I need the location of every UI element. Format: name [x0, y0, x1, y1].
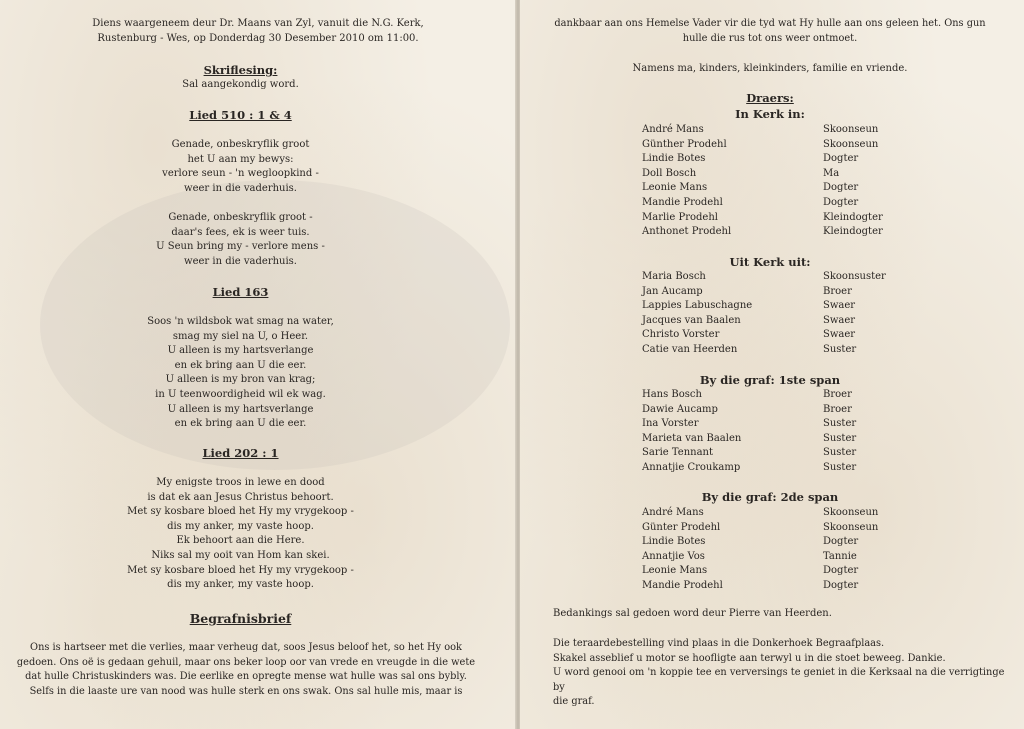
lied-202-verse: [0, 476, 481, 593]
draer-relation: Skoonseun: [823, 521, 879, 533]
draer-name: André Mans: [642, 124, 704, 135]
verse-line: Genade, onbeskryflik groot -: [168, 212, 313, 223]
thanks-line: Bedankings sal gedoen word deur Pierre van Heerden.: [553, 608, 832, 619]
draer-name: Lindie Botes: [642, 153, 706, 165]
draer-name: Mandie Prodehl: [642, 579, 723, 591]
verse-line: daar's fees, ek is weer tuis.: [171, 226, 310, 238]
draer-row: [642, 225, 942, 240]
draer-name: Anthonet Prodehl: [642, 226, 732, 238]
lied-510-verse-1: [0, 138, 481, 196]
lied-163-verse: [0, 315, 481, 432]
draer-row: [642, 446, 942, 461]
draers-list-graf-2: [642, 506, 942, 594]
continuation-line-2: hulle die rus tot ons weer ontmoet.: [682, 33, 858, 44]
draer-row: [642, 167, 942, 182]
draer-relation: Skoonseun: [823, 124, 879, 135]
verse-line: Met sy kosbare bloed het Hy my vrygekoop -: [127, 506, 354, 518]
draer-relation: Swaer: [823, 329, 856, 341]
paragraph-line: dat hulle Christuskinders was. Die eerlike en opregte mense wat hulle was sal ons bybly.: [25, 671, 467, 683]
verse-line: is dat ek aan Jesus Christus behoort.: [147, 491, 334, 503]
group-title-graf-1ste-span: By die graf: 1ste span: [699, 373, 841, 387]
draer-row: [642, 285, 942, 300]
draer-name: Lindie Botes: [642, 536, 706, 548]
verse-line: U alleen is my hartsverlange: [167, 345, 314, 357]
lied-510-verse-2: [0, 211, 481, 269]
draers-heading: Draers:: [746, 91, 794, 105]
draer-name: Jan Aucamp: [642, 285, 703, 297]
draer-row: [642, 506, 942, 521]
draer-name: Hans Bosch: [642, 389, 702, 400]
verse-line: Ek behoort aan die Here.: [176, 535, 305, 547]
closing-line: Die teraardebestelling vind plaas in die Donkerhoek Begraafplaas.: [553, 638, 885, 649]
group-title-graf-2de-span: By die graf: 2de span: [701, 490, 839, 504]
draer-name: Mandie Prodehl: [642, 196, 723, 208]
draer-name: Günther Prodehl: [642, 138, 727, 150]
skriflesing-heading: Skriflesing:: [203, 63, 278, 77]
draer-row: [642, 211, 942, 226]
draer-name: Günter Prodehl: [642, 521, 721, 533]
draer-name: Maria Bosch: [642, 271, 706, 282]
verse-line: en ek bring aan U die eer.: [174, 359, 307, 371]
draer-name: Annatjie Croukamp: [642, 461, 741, 473]
draer-row: [642, 314, 942, 329]
intro-line-2: Rustenburg - Wes, op Donderdag 30 Desember 2010 om 11:00.: [97, 33, 419, 44]
verse-line: het U aan my bewys:: [187, 153, 294, 165]
draer-row: [642, 564, 942, 579]
closing-line: U word genooi om 'n koppie tee en verversings te geniet in die Kerksaal na die verrigtinge by: [553, 667, 1005, 693]
verse-line: smag my siel na U, o Heer.: [172, 330, 309, 342]
lied-510-heading: Lied 510 : 1 & 4: [189, 108, 292, 122]
draers-list-uit-kerk: [642, 270, 942, 358]
draer-row: [642, 432, 942, 447]
paragraph-line: gedoen. Ons oë is gedaan gehuil, maar ons beker loop oor van vrede en vreugde in die wete: [16, 656, 476, 668]
draer-relation: Suster: [823, 343, 857, 355]
verse-line: Genade, onbeskryflik groot: [171, 139, 310, 150]
draer-relation: Dogter: [823, 565, 859, 577]
draer-relation: Kleindogter: [823, 226, 883, 238]
draer-name: Jacques van Baalen: [642, 314, 741, 326]
draer-relation: Skoonseun: [823, 507, 879, 518]
draer-row: [642, 299, 942, 314]
draer-relation: Swaer: [823, 314, 856, 326]
draer-name: Leonie Mans: [642, 182, 708, 194]
draer-relation: Tannie: [823, 550, 857, 562]
draer-row: [642, 417, 942, 432]
lied-202-heading: Lied 202 : 1: [202, 446, 279, 460]
closing-line: Skakel asseblief u motor se hoofligte aan terwyl u in die stoet beweeg. Dankie.: [553, 652, 946, 664]
draer-row: [642, 181, 942, 196]
draer-relation: Dogter: [823, 536, 859, 548]
verse-line: in U teenwoordigheid wil ek wag.: [155, 388, 326, 400]
draer-relation: Broer: [823, 285, 852, 297]
draer-row: [642, 535, 942, 550]
begrafnisbrief-text: [6, 641, 486, 699]
verse-line: U Seun bring my - verlore mens -: [156, 241, 325, 253]
continuation-line-1: dankbaar aan ons Hemelse Vader vir die tyd wat Hy hulle aan ons geleen het. Ons gun: [554, 18, 986, 29]
closing-line: die graf.: [553, 696, 595, 708]
draer-relation: Dogter: [823, 579, 859, 591]
verse-line: Met sy kosbare bloed het Hy my vrygekoop -: [127, 564, 354, 576]
draer-name: Marlie Prodehl: [642, 211, 718, 223]
draer-relation: Suster: [823, 432, 857, 444]
draer-row: [642, 196, 942, 211]
draer-relation: Suster: [823, 447, 857, 459]
verse-line: en ek bring aan U die eer.: [174, 418, 307, 430]
verse-line: weer in die vaderhuis.: [184, 182, 297, 194]
draer-row: [642, 123, 942, 138]
draer-name: Christo Vorster: [642, 329, 720, 341]
draer-relation: Suster: [823, 461, 857, 473]
intro-line-1: Diens waargeneem deur Dr. Maans van Zyl, vanuit die N.G. Kerk,: [92, 18, 424, 29]
draer-relation: Dogter: [823, 182, 859, 194]
verse-line: verlore seun - 'n wegloopkind -: [162, 168, 319, 180]
group-title-in-kerk: In Kerk in:: [735, 107, 805, 121]
draer-row: [642, 152, 942, 167]
draer-row: [642, 461, 942, 476]
verse-line: dis my anker, my vaste hoop.: [167, 579, 314, 591]
draers-list-graf-1: [642, 388, 942, 476]
draer-relation: Skoonsuster: [823, 271, 886, 282]
draer-name: Annatjie Vos: [642, 550, 705, 562]
draer-row: [642, 521, 942, 536]
draer-name: Doll Bosch: [642, 167, 697, 179]
draer-relation: Suster: [823, 418, 857, 430]
draer-row: [642, 270, 942, 285]
right-page: [520, 0, 1024, 729]
draer-name: Dawie Aucamp: [642, 403, 718, 415]
draer-row: [642, 403, 942, 418]
draer-relation: Dogter: [823, 153, 859, 165]
draer-row: [642, 328, 942, 343]
skriflesing-text: Sal aangekondig word.: [182, 79, 299, 90]
draer-name: Ina Vorster: [642, 418, 699, 430]
begrafnisbrief-heading: Begrafnisbrief: [189, 611, 292, 626]
draer-relation: Broer: [823, 403, 852, 415]
verse-line: Soos 'n wildsbok wat smag na water,: [147, 316, 334, 327]
verse-line: weer in die vaderhuis.: [184, 255, 297, 267]
draer-relation: Swaer: [823, 300, 856, 312]
draer-name: Lappies Labuschagne: [642, 300, 753, 312]
draer-relation: Dogter: [823, 196, 859, 208]
draer-name: Marieta van Baalen: [642, 432, 742, 444]
draer-name: Leonie Mans: [642, 565, 708, 577]
lied-163-heading: Lied 163: [212, 285, 269, 299]
verse-line: Niks sal my ooit van Hom kan skei.: [151, 549, 330, 561]
closing-paragraph: [553, 637, 1013, 710]
verse-line: dis my anker, my vaste hoop.: [167, 520, 314, 532]
draer-relation: Kleindogter: [823, 211, 883, 223]
draer-name: André Mans: [642, 507, 704, 518]
draer-relation: Skoonseun: [823, 138, 879, 150]
verse-line: My enigste troos in lewe en dood: [156, 477, 325, 488]
draer-row: [642, 343, 942, 358]
paragraph-line: Ons is hartseer met die verlies, maar verheug dat, soos Jesus beloof het, so het Hy ook: [30, 642, 462, 653]
verse-line: U alleen is my hartsverlange: [167, 403, 314, 415]
draer-row: [642, 579, 942, 594]
draer-name: Catie van Heerden: [642, 343, 738, 355]
draers-list-in-kerk: [642, 123, 942, 240]
draer-relation: Broer: [823, 389, 852, 400]
draer-name: Sarie Tennant: [642, 447, 714, 459]
paragraph-line: Selfs in die laaste ure van nood was hulle sterk en ons swak. Ons sal hulle mis, maar is: [29, 685, 463, 697]
verse-line: U alleen is my bron van krag;: [165, 374, 316, 386]
draer-row: [642, 388, 942, 403]
draer-row: [642, 550, 942, 565]
namens-line: Namens ma, kinders, kleinkinders, familie en vriende.: [632, 63, 908, 74]
draer-relation: Ma: [823, 167, 840, 179]
group-title-uit-kerk: Uit Kerk uit:: [729, 255, 811, 269]
draer-row: [642, 138, 942, 153]
